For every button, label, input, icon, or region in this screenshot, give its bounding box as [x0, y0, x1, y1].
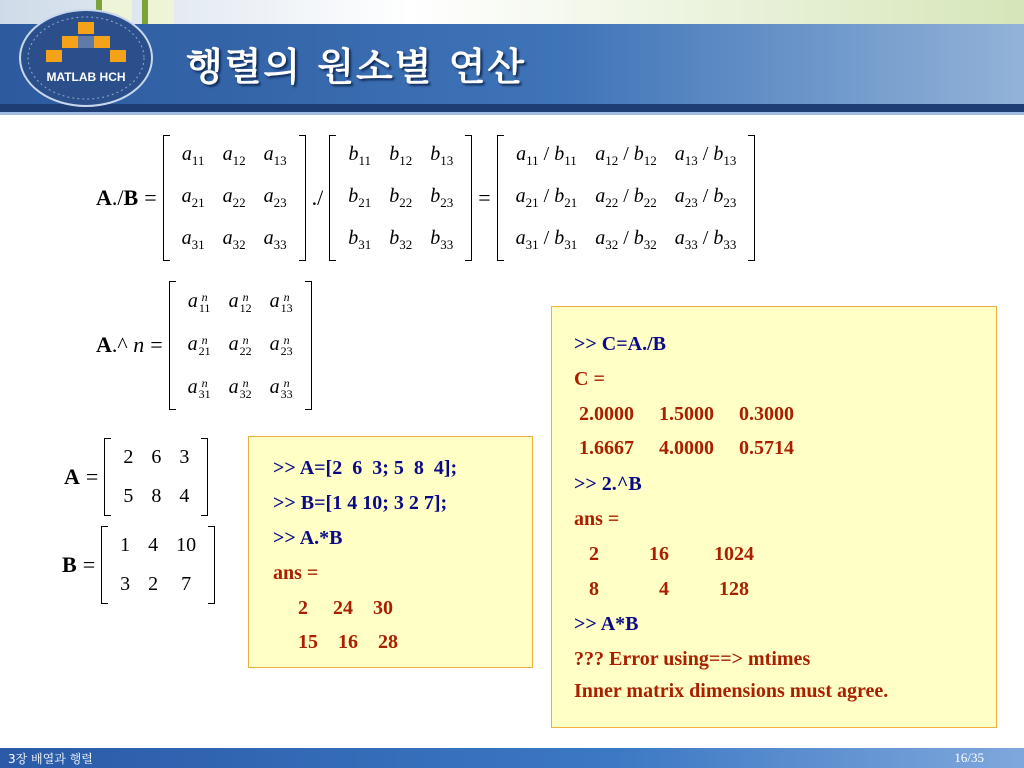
matrix-cell: 1: [120, 534, 131, 556]
code-line: 15 16 28: [273, 631, 398, 653]
matrix-cell: $a_{23}$: [263, 185, 287, 210]
code-line: ans =: [273, 562, 319, 584]
code-line: >> C=A./B: [574, 333, 666, 355]
numeric-matrix-a: [64, 438, 208, 516]
matrix-a-symbol: A: [96, 332, 112, 357]
matrix-cell: $b_{13}$: [430, 143, 454, 168]
matrix-cell: 2: [148, 573, 159, 595]
matrix-cell: $a_{22} / b_{22}$: [595, 185, 657, 210]
code-line: 8 4 128: [574, 578, 749, 600]
element-power-equation: [96, 280, 312, 410]
matrix-cell: $a_{33}$: [263, 227, 287, 252]
matrix-b-symbol: B: [123, 185, 139, 210]
matrix-cell: a n 32: [228, 375, 252, 401]
lhs-expression: [96, 185, 138, 211]
matrix-cell: $b_{22}$: [389, 185, 413, 210]
matrix-cell: $a_{23} / b_{23}$: [674, 185, 737, 210]
page-title: 행렬의 원소별 연산: [186, 45, 527, 89]
matrix-cell: 8: [151, 485, 162, 507]
matrix-cell: $b_{21}$: [348, 185, 372, 210]
matrix-cell: $b_{11}$: [348, 143, 372, 168]
matrix-a-symbolic: [163, 135, 306, 261]
matrix-cell: 10: [176, 534, 197, 556]
slide-footer: [0, 748, 1024, 768]
matrix-cell: $a_{31}$: [181, 227, 205, 252]
matrix-cell: $a_{12} / b_{12}$: [595, 143, 657, 168]
code-line: >> A*B: [574, 613, 639, 635]
matrix-cell: a n 31: [187, 375, 211, 401]
matrix-cell: 5: [123, 485, 134, 507]
matrix-cell: $b_{23}$: [430, 185, 454, 210]
equals-sign: =: [82, 552, 96, 577]
code-line: ??? Error using==> mtimes: [574, 648, 811, 670]
matrix-b-symbol: B: [62, 552, 77, 577]
chapter-label: 3장 배열과 행렬: [8, 752, 93, 766]
matrix-cell: $b_{32}$: [389, 227, 413, 252]
matrix-cell: 2: [123, 446, 134, 468]
matrix-cell: 4: [179, 485, 190, 507]
matrix-cell: $a_{21} / b_{21}$: [515, 185, 578, 210]
matrix-a-symbol: A: [64, 464, 80, 489]
matrix-cell: $a_{12}$: [222, 143, 246, 168]
page-number: 16/35: [954, 750, 984, 765]
matrix-cell: $b_{12}$: [389, 143, 413, 168]
matrix-cell: $a_{33} / b_{33}$: [674, 227, 737, 252]
matrix-cell: $a_{21}$: [181, 185, 205, 210]
lhs-expression: [96, 332, 144, 358]
matrix-cell: a n 23: [269, 332, 293, 358]
matrix-cell: a n 21: [187, 332, 211, 358]
equals-sign: =: [144, 185, 157, 210]
operator-elementwise-divide: ./: [111, 185, 124, 210]
matrix-cell: a n 11: [187, 289, 211, 315]
equals-sign: =: [150, 332, 163, 357]
equals-sign: =: [85, 464, 99, 489]
matrix-cell: 3: [120, 573, 131, 595]
matrix-a-symbol: A: [96, 185, 112, 210]
numeric-matrix-b: [62, 526, 215, 604]
matlab-hch-logo: [12, 4, 160, 108]
code-line: >> A=[2 6 3; 5 8 4];: [273, 457, 458, 479]
matrix-a-values: [104, 438, 208, 516]
matrix-cell: $a_{32}$: [222, 227, 246, 252]
matrix-power-result: [169, 281, 312, 410]
matrix-cell: $a_{11}$: [181, 143, 205, 168]
code-line: >> B=[1 4 10; 3 2 7];: [273, 492, 448, 514]
matrix-cell: $b_{31}$: [348, 227, 372, 252]
matrix-cell: $a_{13} / b_{13}$: [674, 143, 737, 168]
matrix-cell: $a_{31} / b_{31}$: [515, 227, 578, 252]
code-line: 2 24 30: [273, 597, 393, 619]
code-line: 2 16 1024: [574, 543, 754, 565]
code-line: C =: [574, 368, 605, 390]
matrix-cell: 7: [181, 573, 192, 595]
matrix-cell: 4: [148, 534, 159, 556]
matrix-cell: $a_{13}$: [263, 143, 287, 168]
matrix-cell: $a_{22}$: [222, 185, 246, 210]
matrix-cell: 6: [151, 446, 162, 468]
logo-label: MATLAB HCH: [46, 70, 126, 84]
slide-header: [0, 0, 1024, 118]
equals-sign: =: [478, 185, 491, 210]
matrix-cell: a n 13: [269, 289, 293, 315]
matrix-cell: $b_{33}$: [430, 227, 454, 252]
element-division-equation: [96, 134, 755, 262]
code-line: ans =: [574, 508, 620, 530]
code-line: 1.6667 4.0000 0.5714: [574, 437, 794, 459]
matrix-b-values: [101, 526, 215, 604]
matrix-b-symbolic: [329, 135, 472, 261]
code-line: 2.0000 1.5000 0.3000: [574, 403, 794, 425]
matrix-cell: $a_{32} / b_{32}$: [595, 227, 657, 252]
matrix-cell: a n 12: [228, 289, 252, 315]
matrix-cell: $a_{11} / b_{11}$: [516, 143, 577, 168]
operator-elementwise-divide: ./: [311, 185, 324, 210]
header-divider-light: [0, 112, 1024, 115]
matrix-cell: a n 22: [228, 332, 252, 358]
code-line: >> A.*B: [273, 527, 343, 549]
code-line: Inner matrix dimensions must agree.: [574, 680, 889, 702]
matrix-cell: a n 33: [269, 375, 293, 401]
matrix-cell: 3: [179, 446, 190, 468]
matrix-result-division: [497, 135, 756, 261]
exponent-symbol: n: [133, 332, 145, 357]
matlab-code-box-multiply: [248, 436, 533, 668]
code-line: >> 2.^B: [574, 473, 642, 495]
operator-elementwise-power: .^: [111, 332, 128, 357]
matlab-code-box-divide-power: [551, 306, 997, 728]
